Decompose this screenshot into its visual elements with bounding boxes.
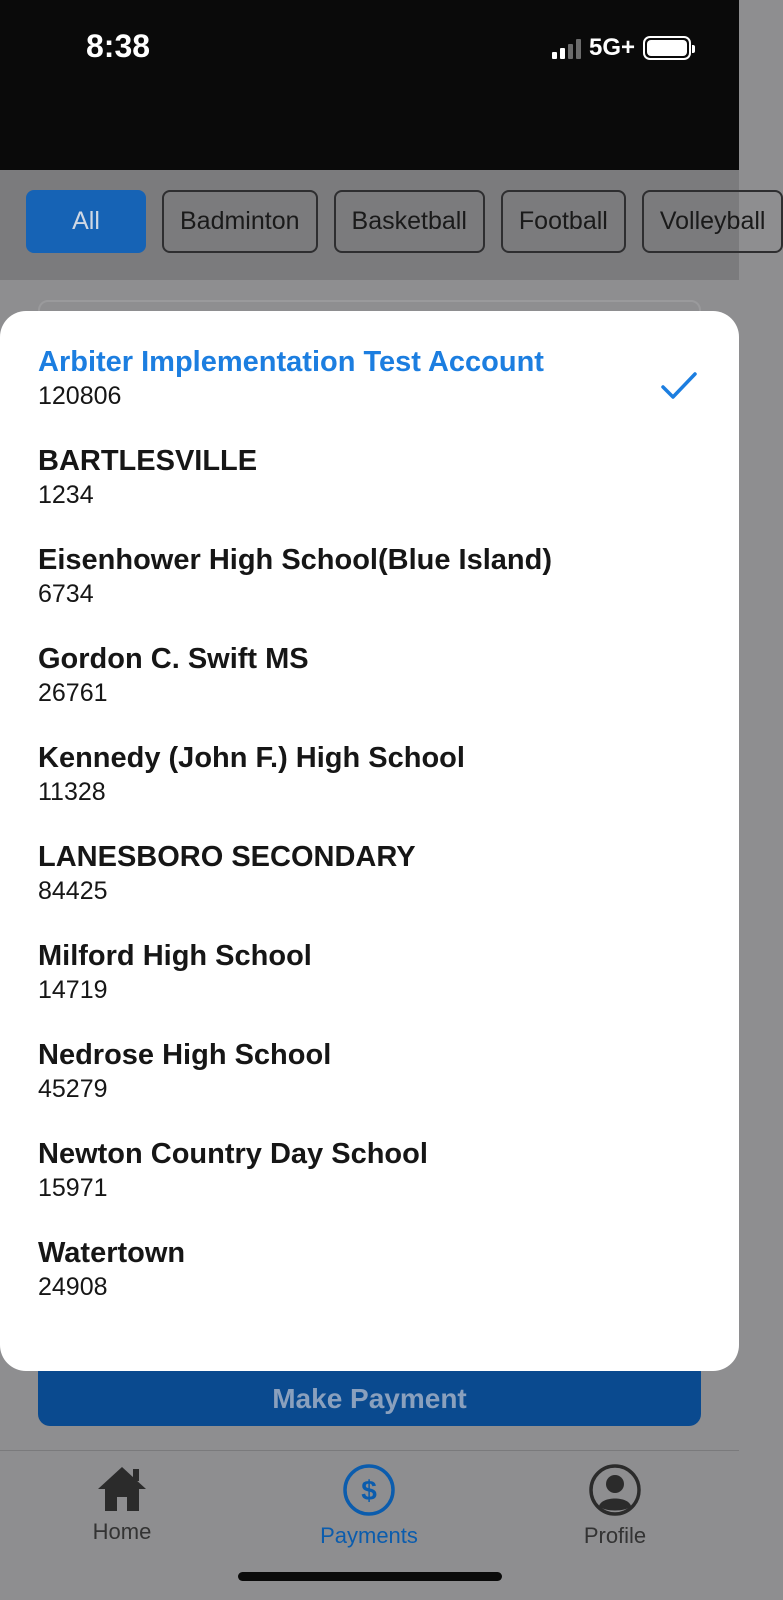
- account-id: 26761: [38, 679, 108, 707]
- filter-chip-all[interactable]: All: [26, 190, 146, 253]
- account-id: 6734: [38, 580, 94, 608]
- account-name: LANESBORO SECONDARY: [38, 841, 416, 873]
- account-item[interactable]: [0, 1136, 739, 1235]
- checkmark-icon: [659, 366, 699, 406]
- battery-icon: [643, 36, 691, 60]
- status-time: 8:38: [86, 28, 151, 64]
- account-name: Kennedy (John F.) High School: [38, 742, 465, 774]
- account-item[interactable]: [0, 542, 739, 641]
- filter-chip-basketball[interactable]: Basketball: [334, 190, 485, 253]
- account-name: Eisenhower High School(Blue Island): [38, 544, 552, 576]
- account-id: 24908: [38, 1273, 108, 1301]
- account-item[interactable]: [0, 938, 739, 1037]
- account-name: BARTLESVILLE: [38, 445, 258, 477]
- make-payment-button[interactable]: Make Payment: [38, 1360, 701, 1426]
- svg-text:$: $: [361, 1475, 377, 1506]
- account-id: 120806: [38, 382, 122, 410]
- dollar-icon: [342, 1463, 396, 1517]
- home-indicator: [238, 1572, 502, 1581]
- account-item[interactable]: [0, 1235, 739, 1334]
- tab-profile[interactable]: [535, 1463, 695, 1549]
- status-icons: [552, 34, 691, 62]
- filter-chip-badminton[interactable]: Badminton: [162, 190, 318, 253]
- account-item[interactable]: [0, 1037, 739, 1136]
- account-id: 14719: [38, 976, 108, 1004]
- account-name: Gordon C. Swift MS: [38, 643, 309, 675]
- account-name: Milford High School: [38, 940, 312, 972]
- tab-home-label: Home: [92, 1519, 152, 1544]
- account-id: 11328: [38, 778, 106, 806]
- filter-chip-football[interactable]: Football: [501, 190, 626, 253]
- account-picker-sheet: [0, 311, 739, 1371]
- sport-filter-bar: [0, 170, 766, 280]
- status-bar: [0, 0, 739, 170]
- account-item[interactable]: [0, 344, 739, 443]
- account-id: 45279: [38, 1075, 108, 1103]
- account-id: 1234: [38, 481, 94, 509]
- tab-profile-label: Profile: [583, 1523, 647, 1548]
- account-name: Watertown: [38, 1237, 186, 1269]
- account-name: Nedrose High School: [38, 1039, 332, 1071]
- account-list: [0, 311, 739, 1334]
- account-item[interactable]: [0, 740, 739, 839]
- filter-chip-volleyball[interactable]: Volleyball: [642, 190, 783, 253]
- account-name: Arbiter Implementation Test Account: [38, 346, 544, 378]
- profile-icon: [588, 1463, 642, 1517]
- account-item[interactable]: [0, 443, 739, 542]
- tab-payments-label: Payments: [320, 1523, 418, 1548]
- account-item[interactable]: [0, 839, 739, 938]
- network-label: 5G+: [588, 34, 635, 61]
- home-icon: [96, 1463, 148, 1513]
- account-id: 84425: [38, 877, 108, 905]
- account-name: Newton Country Day School: [38, 1138, 428, 1170]
- tab-home[interactable]: [42, 1463, 202, 1545]
- account-id: 15971: [38, 1174, 108, 1202]
- tab-payments[interactable]: [289, 1463, 449, 1549]
- signal-icon: [552, 37, 581, 59]
- account-item[interactable]: [0, 641, 739, 740]
